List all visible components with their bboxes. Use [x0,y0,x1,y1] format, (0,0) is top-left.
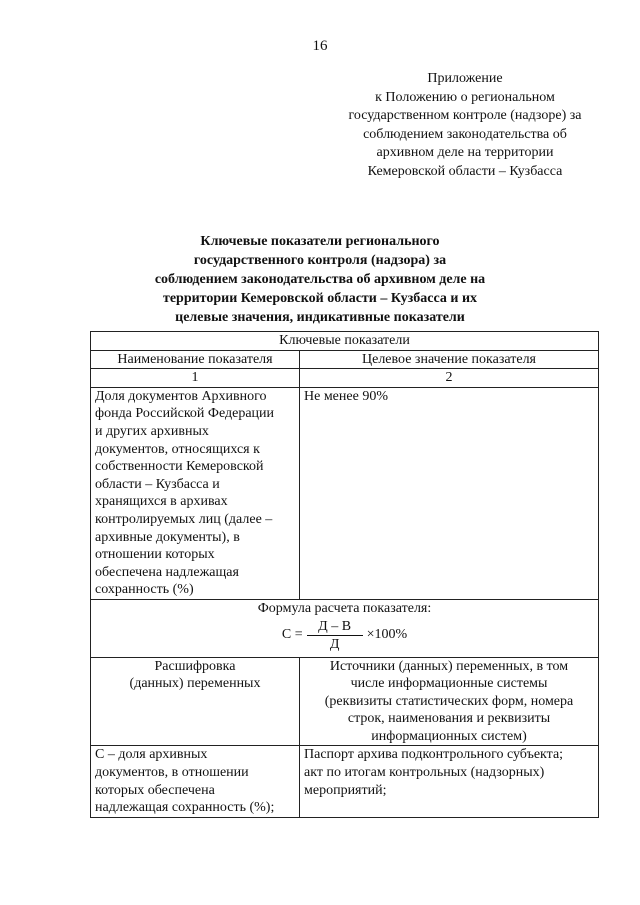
title-line: территории Кемеровской области – Кузбасса и их [162,291,478,306]
formula-numerator: Д – В [318,618,352,634]
sources-header-line: строк, наименования и реквизиты [347,711,551,727]
indicator-line: документов, относящихся к [95,441,260,457]
variable-c-source-line: мероприятий; [304,782,387,798]
title-line: государственного контроля (надзора) за [193,253,447,268]
table-row [91,599,599,657]
sources-header-line: (реквизиты статистических форм, номера [324,693,574,709]
decode-header-cell [91,657,300,746]
formula-denominator: Д [307,635,363,653]
document-title [140,232,500,327]
sources-header-line: информационных систем) [371,728,527,744]
variable-c-line: которых обеспечена [95,782,215,798]
appendix-line: архивном деле на территории [376,145,554,160]
indicator-line: архивные документы), в [95,529,240,545]
title-line: целевые значения, индикативные показатели [175,310,465,325]
variable-c-line: С – доля архивных [95,747,208,763]
indicator-line: Доля документов Архивного [95,388,267,404]
indicator-line: сохранность (%) [95,582,194,598]
section-header-cell: Ключевые показатели [91,332,599,351]
table-row [91,657,599,746]
variable-c-line: надлежащая сохранность (%); [95,800,275,816]
indicator-line: хранящихся в архивах [95,494,228,510]
indicator-line: и других архивных [95,423,209,439]
variable-c-line: документов, в отношении [95,765,249,781]
variable-c-source-line: Паспорт архива подконтрольного субъекта; [304,747,564,763]
indicator-line: обеспечена надлежащая [95,564,239,580]
table-row [91,332,599,351]
formula-multiplier: ×100% [366,627,408,643]
sources-header-cell [300,657,599,746]
table-row [91,387,599,599]
indicator-line: фонда Российской Федерации [95,406,275,422]
appendix-line: государственном контроле (надзоре) за [348,108,582,123]
col2-header-cell: Целевое значение показателя [300,350,599,369]
indicator-name-cell [91,387,300,599]
variable-c-cell [91,746,300,817]
formula [282,618,407,653]
title-line: соблюдением законодательства об архивном деле на [154,272,486,287]
indicator-line: отношении которых [95,547,215,563]
appendix-line: соблюдением законодательства об [363,126,567,142]
appendix-note [322,70,608,181]
appendix-line: Приложение [427,71,503,86]
indicator-line: контролируемых лиц (далее – [95,511,273,527]
title-line: Ключевые показатели регионального [200,234,440,249]
indicator-line: собственности Кемеровской [95,459,264,475]
col1-number-cell: 1 [91,369,300,388]
formula-fraction [307,618,363,653]
col1-header-cell: Наименование показателя [91,350,300,369]
variable-c-source-line: акт по итогам контрольных (надзорных) [304,765,545,781]
indicator-line: области – Кузбасса и [95,476,220,492]
appendix-line: к Положению о региональном [375,89,555,105]
table-row [91,746,599,817]
formula-label: Формула расчета показателя: [257,600,432,616]
col2-number-cell: 2 [300,369,599,388]
table-row [91,369,599,388]
appendix-line: Кемеровской области – Кузбасса [367,163,563,179]
decode-header-line: (данных) переменных [129,676,261,692]
decode-header-line: Расшифровка [154,658,236,674]
sources-header-line: Источники (данных) переменных, в том [329,658,569,674]
formula-lhs: С = [281,627,303,643]
formula-cell [91,599,599,657]
sources-header-line: числе информационные системы [350,676,548,692]
table-row [91,350,599,369]
variable-c-source-cell [300,746,599,817]
indicators-table [90,331,599,818]
page-number: 16 [312,38,328,54]
target-value-cell: Не менее 90% [300,387,599,599]
